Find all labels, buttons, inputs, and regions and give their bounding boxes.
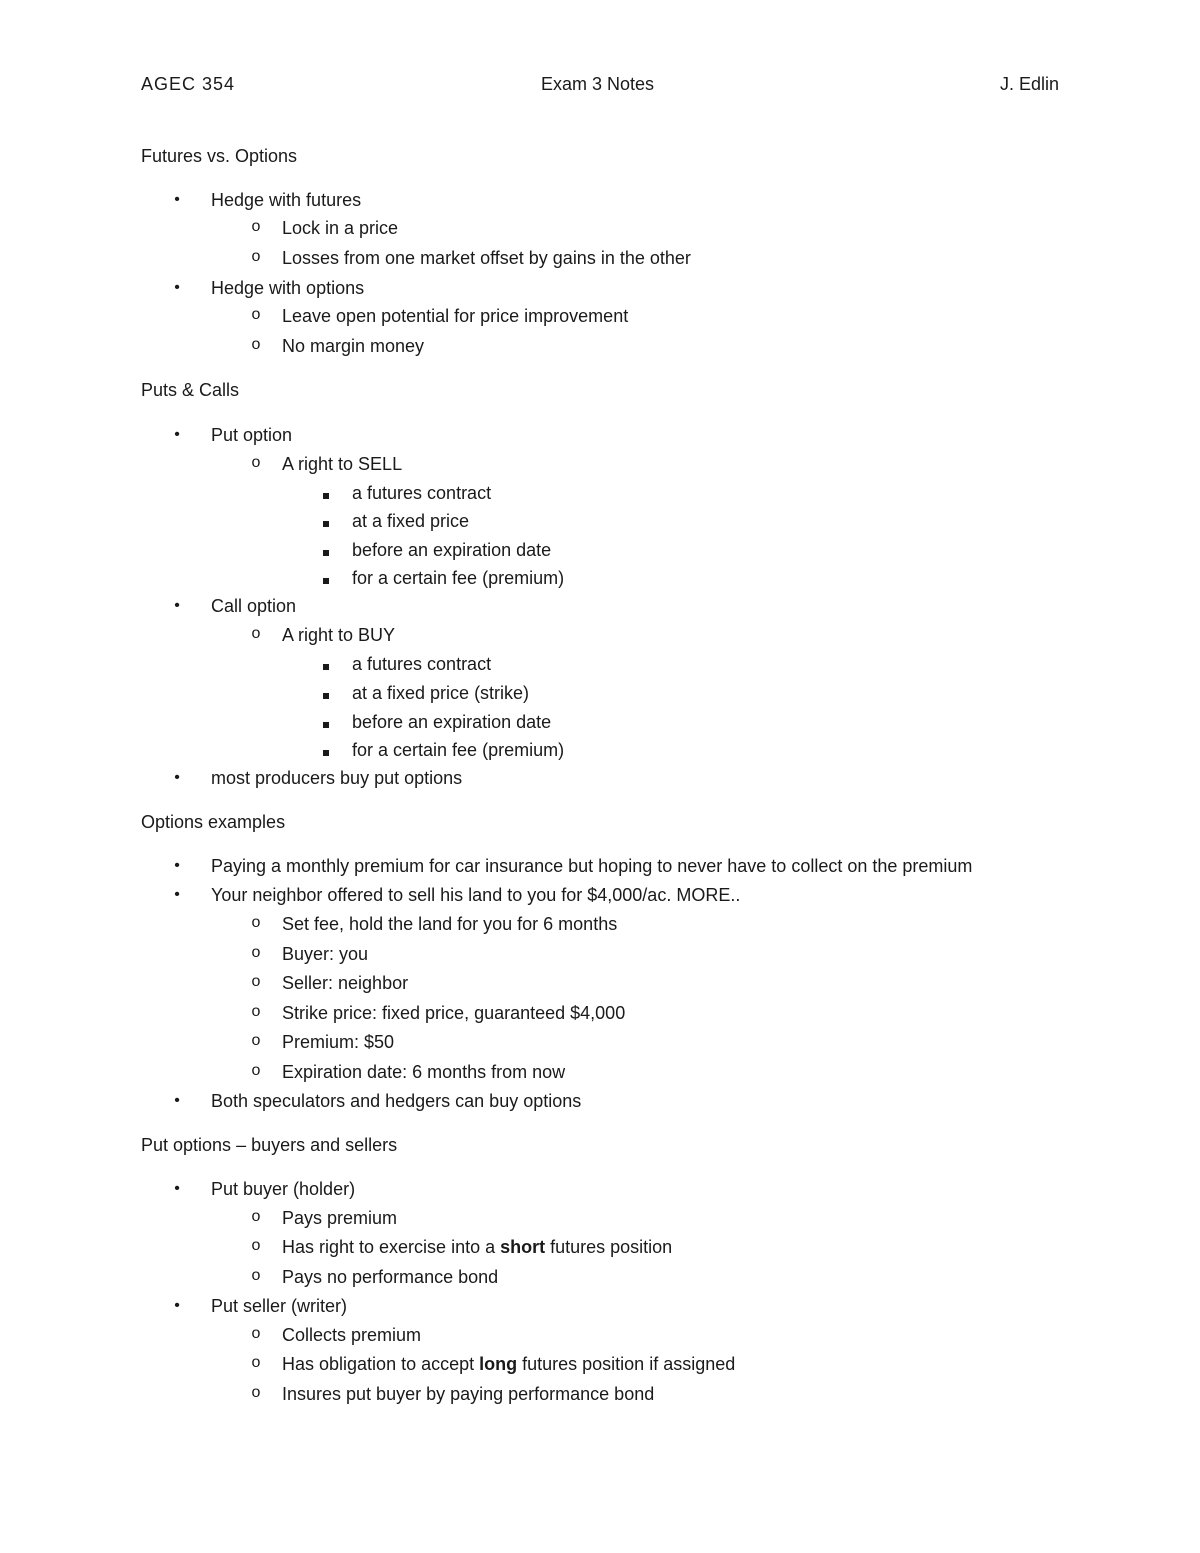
list-item: o Collects premium — [282, 1324, 421, 1346]
list-item: o Losses from one market offset by gains in the other — [282, 247, 691, 269]
square-bullet-icon — [316, 482, 336, 504]
list-item: • Put buyer (holder) — [211, 1178, 355, 1200]
list-item: o A right to SELL — [282, 453, 402, 475]
square-bullet-icon — [316, 711, 336, 733]
list-item: a futures contract — [352, 653, 491, 675]
section-heading: Futures vs. Options — [141, 146, 298, 166]
circle-bullet-icon: o — [251, 625, 261, 642]
square-bullet-icon — [316, 539, 336, 561]
section-heading: Options examples — [141, 812, 286, 832]
list-item: • Hedge with options — [211, 277, 364, 299]
list-item: o Has obligation to accept long futures position if assigned — [282, 1353, 735, 1375]
list-item: o Insures put buyer by paying performance bond — [282, 1383, 654, 1405]
square-bullet-icon — [316, 567, 336, 589]
circle-bullet-icon: o — [251, 306, 261, 323]
list-item: o Seller: neighbor — [282, 972, 408, 994]
list-item: o Pays premium — [282, 1207, 397, 1229]
list-item: • Put option — [211, 424, 292, 446]
square-bullet-icon — [316, 682, 336, 704]
list-item: o Buyer: you — [282, 943, 368, 965]
list-item: • Both speculators and hedgers can buy options — [211, 1090, 581, 1112]
list-item: • Call option — [211, 595, 296, 617]
list-item: o Set fee, hold the land for you for 6 months — [282, 913, 617, 935]
document-title: Exam 3 Notes — [541, 74, 655, 94]
bullet-icon: • — [174, 1092, 180, 1109]
circle-bullet-icon: o — [251, 1062, 261, 1079]
circle-bullet-icon: o — [251, 454, 261, 471]
emphasis-text: short — [500, 1237, 546, 1257]
list-item: a futures contract — [352, 482, 491, 504]
list-item: • Paying a monthly premium for car insurance but hoping to never have to collect on the premium — [211, 855, 972, 877]
list-item: o Leave open potential for price improvement — [282, 305, 628, 327]
list-item: • Hedge with futures — [211, 189, 361, 211]
course-code: AGEC 354 — [141, 74, 236, 94]
bullet-icon: • — [174, 886, 180, 903]
bullet-icon: • — [174, 191, 180, 208]
circle-bullet-icon: o — [251, 1208, 261, 1225]
list-item: • Your neighbor offered to sell his land to you for $4,000/ac. MORE.. — [211, 884, 740, 906]
circle-bullet-icon: o — [251, 1354, 261, 1371]
circle-bullet-icon: o — [251, 944, 261, 961]
circle-bullet-icon: o — [251, 1003, 261, 1020]
circle-bullet-icon: o — [251, 973, 261, 990]
bullet-icon: • — [174, 1297, 180, 1314]
list-item: o Has right to exercise into a short futures position — [282, 1236, 672, 1258]
list-item: o Lock in a price — [282, 217, 398, 239]
circle-bullet-icon: o — [251, 1032, 261, 1049]
list-item: for a certain fee (premium) — [352, 739, 564, 761]
circle-bullet-icon: o — [251, 1237, 261, 1254]
circle-bullet-icon: o — [251, 1267, 261, 1284]
list-item: for a certain fee (premium) — [352, 567, 564, 589]
list-item: at a fixed price — [352, 510, 469, 532]
bullet-icon: • — [174, 426, 180, 443]
circle-bullet-icon: o — [251, 1325, 261, 1342]
list-item: o Strike price: fixed price, guaranteed $4,000 — [282, 1002, 625, 1024]
bullet-icon: • — [174, 857, 180, 874]
list-item: before an expiration date — [352, 711, 551, 733]
square-bullet-icon — [316, 510, 336, 532]
section-heading: Put options – buyers and sellers — [141, 1135, 398, 1155]
square-bullet-icon — [316, 739, 336, 761]
circle-bullet-icon: o — [251, 1384, 261, 1401]
list-item: • most producers buy put options — [211, 767, 462, 789]
list-item: o Premium: $50 — [282, 1031, 394, 1053]
section-heading: Puts & Calls — [141, 380, 240, 400]
circle-bullet-icon: o — [251, 248, 261, 265]
author-name: J. Edlin — [999, 74, 1059, 94]
bullet-icon: • — [174, 1180, 180, 1197]
list-item: o Pays no performance bond — [282, 1266, 498, 1288]
list-item: • Put seller (writer) — [211, 1295, 347, 1317]
list-item: o A right to BUY — [282, 624, 395, 646]
bullet-icon: • — [174, 597, 180, 614]
square-bullet-icon — [316, 653, 336, 675]
circle-bullet-icon: o — [251, 336, 261, 353]
bullet-icon: • — [174, 279, 180, 296]
emphasis-text: long — [479, 1354, 518, 1374]
list-item: at a fixed price (strike) — [352, 682, 529, 704]
list-item: o No margin money — [282, 335, 424, 357]
circle-bullet-icon: o — [251, 218, 261, 235]
circle-bullet-icon: o — [251, 914, 261, 931]
list-item: o Expiration date: 6 months from now — [282, 1061, 565, 1083]
list-item: before an expiration date — [352, 539, 551, 561]
bullet-icon: • — [174, 769, 180, 786]
